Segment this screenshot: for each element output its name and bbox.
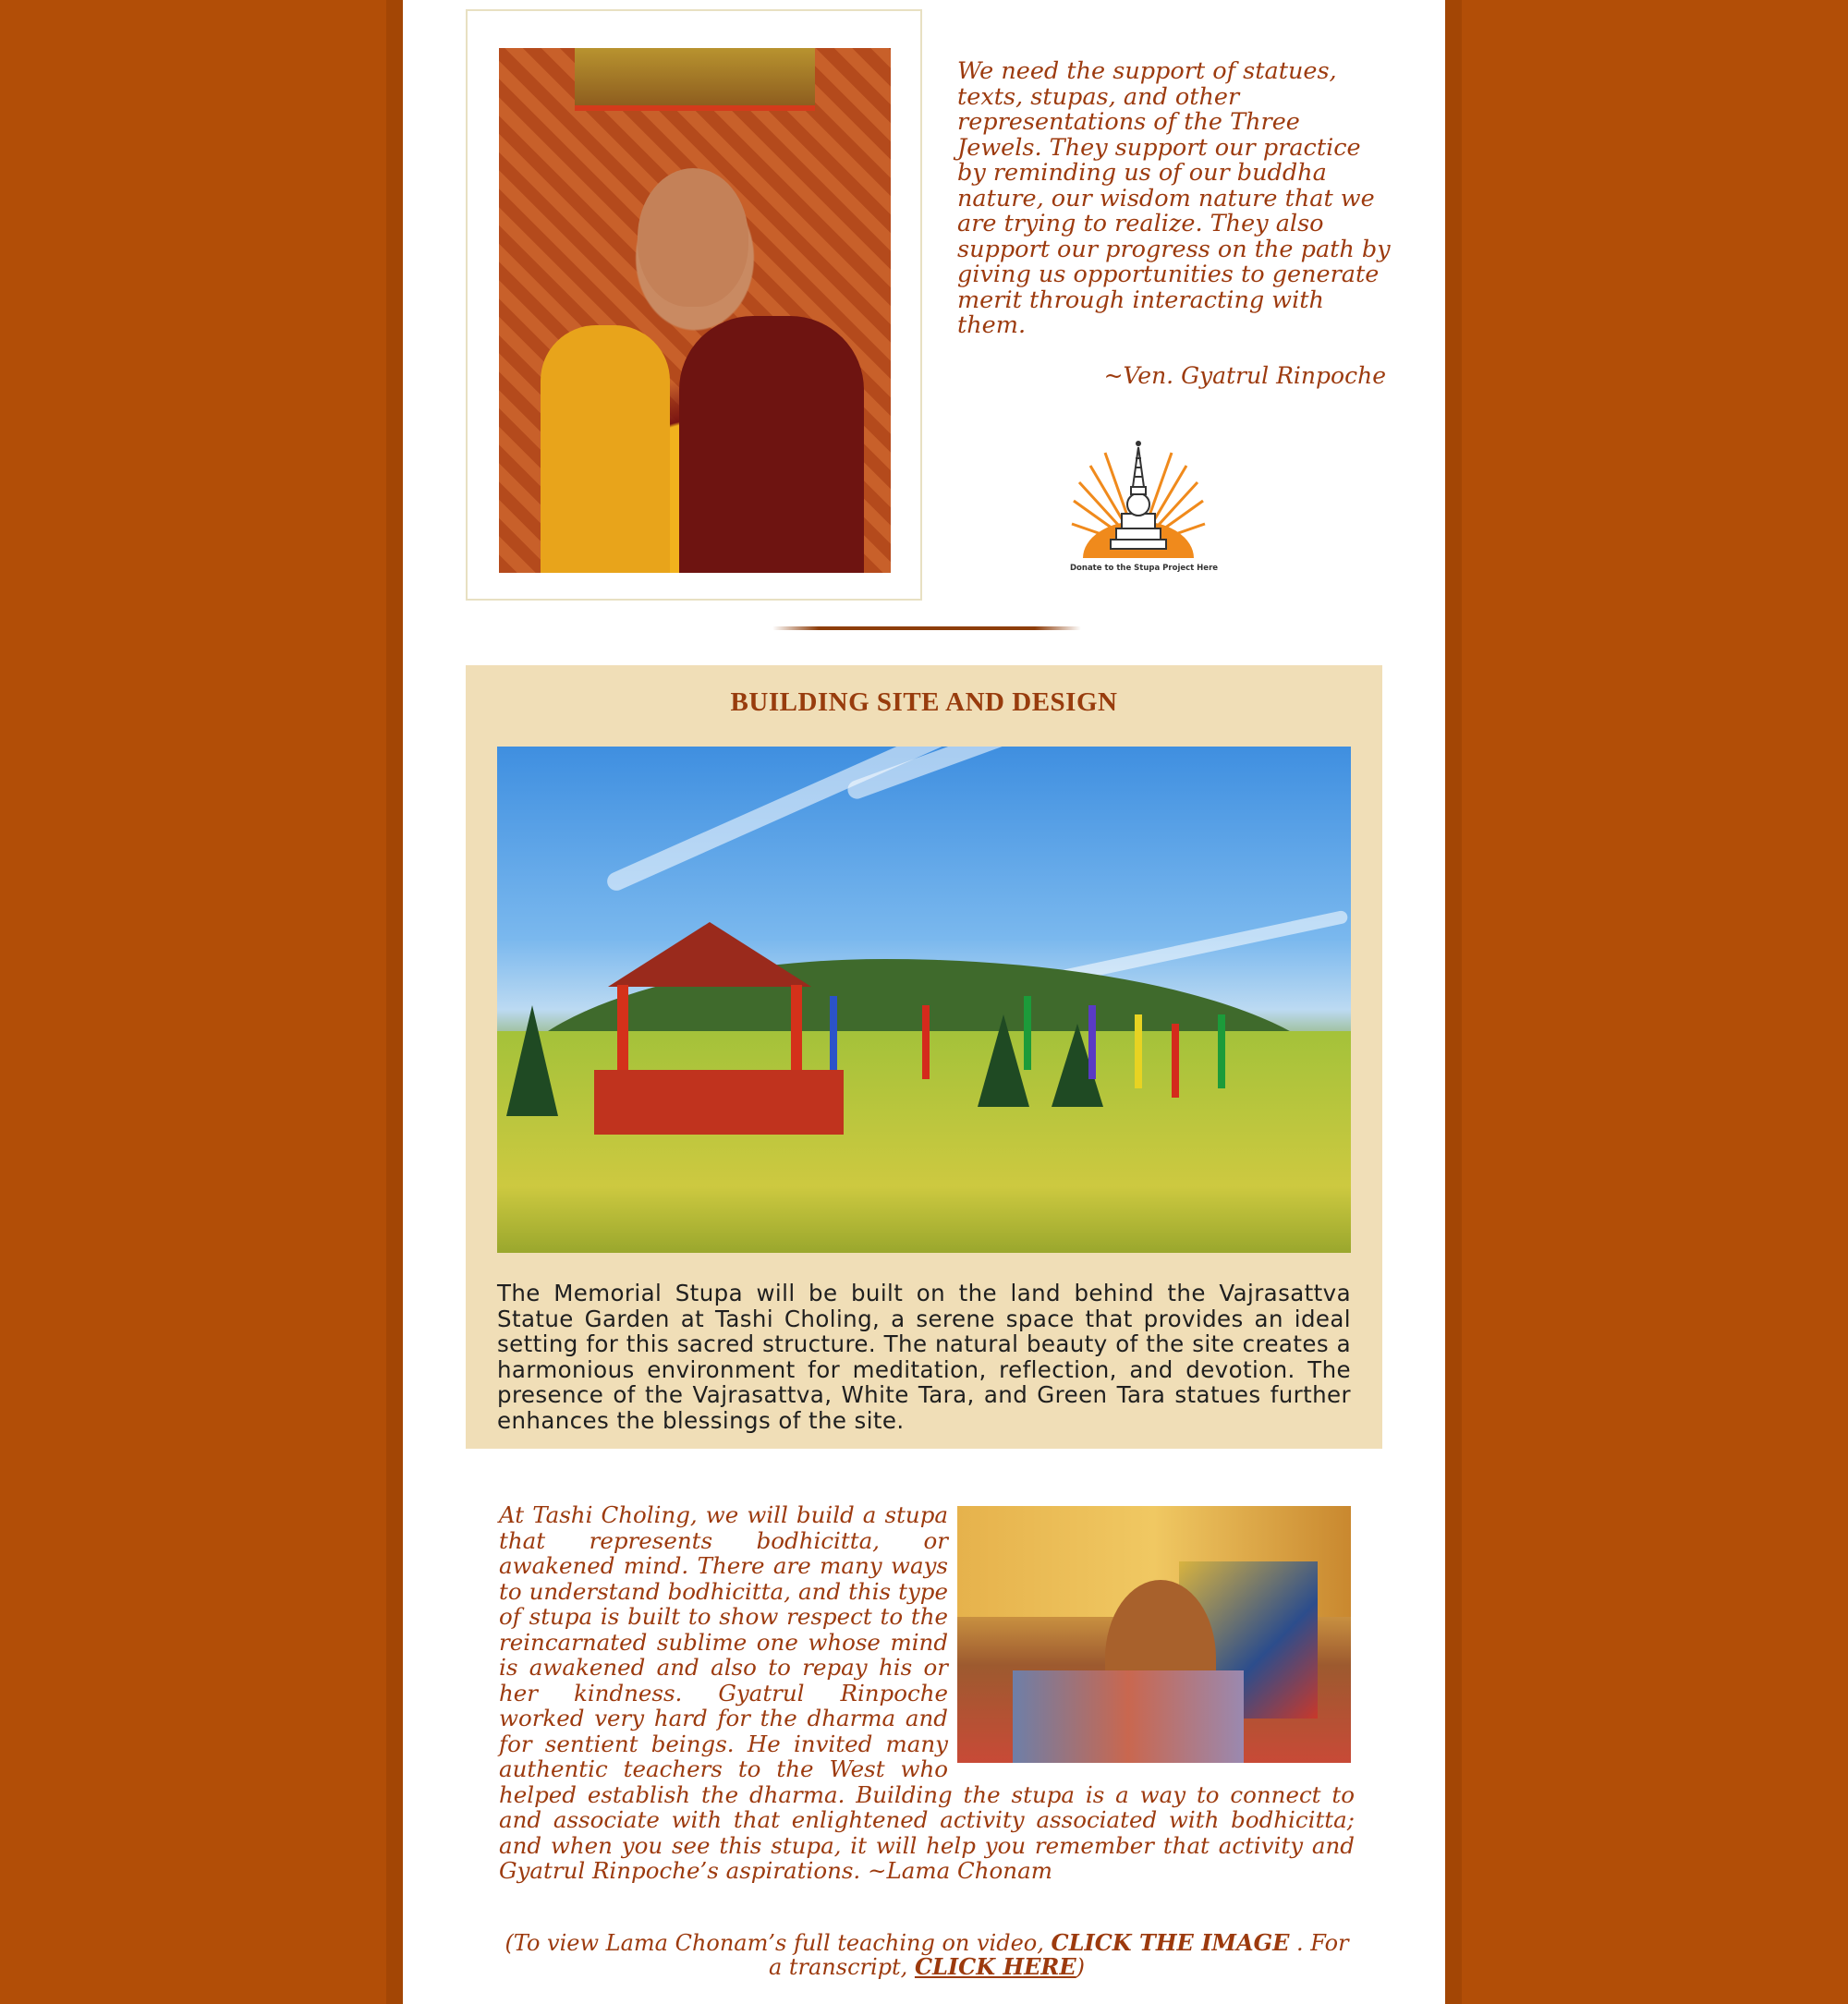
click-image-link[interactable]: CLICK THE IMAGE [1051,1929,1290,1956]
section-title: BUILDING SITE AND DESIGN [730,687,1118,717]
vajrasattva-garden-photo [497,747,1351,1253]
page-background-left [0,0,388,2004]
caption-suffix: ) [1076,1954,1086,1980]
section-divider [772,626,1081,630]
pavilion-roof [608,922,811,987]
video-caption [499,1931,1355,1979]
teaching-paragraph [499,1502,1355,1884]
prayer-flag [1172,1024,1179,1098]
rinpoche-quote: We need the support of statues, texts, stupas, and other representations of the Three Jewels. They support our practice by reminding us of our buddha nature, our wisdom nature that we are trying to realize. They also support our progress on the path by giving us opportunities to generate merit through interacting with them. [957,57,1391,339]
prayer-flag [1218,1014,1225,1088]
prayer-flag [922,1005,930,1079]
prayer-flag [1024,996,1031,1070]
donate-caption: Donate to the Stupa Project Here [1070,564,1219,573]
donate-stupa-button[interactable] [1070,436,1219,575]
prayer-flag [1135,1014,1142,1088]
smiling-face [638,168,748,307]
teaching-body: At Tashi Choling, we will build a stupa that represents bodhicitta, or awakened mind. There are many ways to understand bodhicitta, and this type of stupa is built to show respect to the reincarnated sublime one whose mind is awakened and also to repay his or her kindness. Gyatrul Rinpoche worked very hard for the dharma and for sentient beings. He invited many authentic teachers to the West who helped establish the dharma. Building the stupa is a way to connect to and associate with that enlightened activity associated with bodhicitta; and when you see this stupa, it will help you remember that activity and Gyatrul Rinpoche’s aspirations. ~Lama Chonam [499,1501,1355,1884]
site-description: The Memorial Stupa will be built on the land behind the Vajrasattva Statue Garden at Tashi Choling, a serene space that provides an ideal setting for this sacred structure. The natural beauty of the site creates a harmonious environment for meditation, reflection, and devotion. The presence of the Vajrasattva, White Tara, and Green Tara statues further enhances the blessings of the site. [497,1280,1351,1434]
rinpoche-photo-frame [466,9,922,601]
image-float-spacer [948,1502,1355,1778]
brocade-banner [575,48,815,111]
caption-middle: . For a transcript, [768,1930,1349,1980]
cloud-streak [604,747,1085,893]
quote-author: ~Ven. Gyatrul Rinpoche [1103,362,1386,389]
prayer-flag [830,996,837,1070]
pine-tree [978,1014,1029,1107]
maroon-robe [679,316,864,573]
prayer-flag [1088,1005,1096,1079]
caption-prefix: (To view Lama Chonam’s full teaching on video, [505,1930,1052,1956]
transcript-link[interactable]: CLICK HERE [914,1953,1076,1980]
newsletter-column [403,0,1445,2004]
stupa-sunburst-icon [1070,436,1207,562]
rinpoche-portrait-image [499,48,891,573]
yellow-robe [541,325,670,573]
column-shadow-left [386,0,403,2004]
pavilion-base [594,1070,844,1135]
pine-tree [506,1005,558,1116]
building-site-section [466,665,1382,1449]
column-shadow-right [1445,0,1462,2004]
